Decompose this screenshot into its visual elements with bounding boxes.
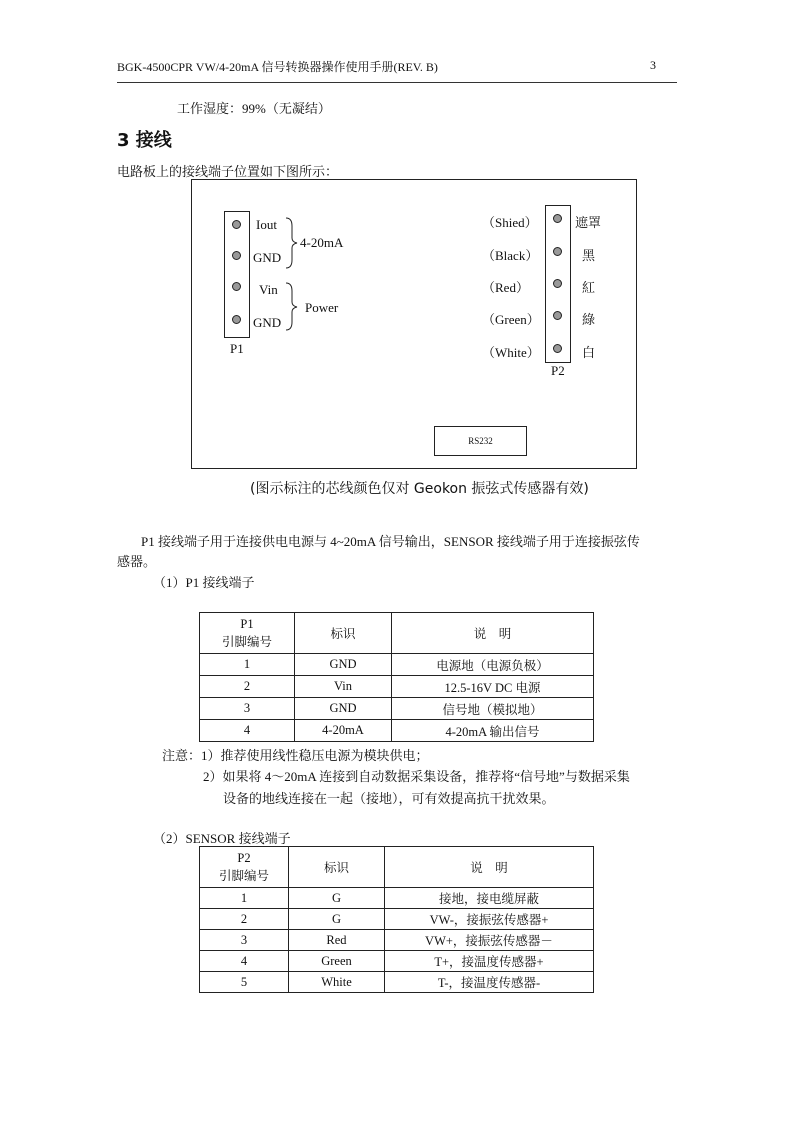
p2-left-label-5: （White） bbox=[482, 345, 540, 360]
p1-name: P1 bbox=[230, 341, 244, 356]
p2-left-label-2: （Black） bbox=[482, 248, 539, 263]
paragraph-line-2: 感器。 bbox=[117, 554, 157, 569]
note-1: 1）推荐使用线性稳压电源为模块供电； bbox=[201, 748, 429, 763]
note-2-line-2: 设备的地线连接在一起（接地），可有效提高抗干扰效果。 bbox=[223, 791, 555, 806]
p1-pin-label-1: Iout bbox=[256, 217, 277, 232]
table-row bbox=[200, 909, 594, 930]
notes-label: 注意： bbox=[162, 748, 202, 763]
cell-pin: 4 bbox=[200, 720, 295, 742]
table-header-desc: 说 明 bbox=[385, 847, 594, 888]
cell-label: Vin bbox=[295, 676, 392, 698]
cell-desc: 电源地（电源负极） bbox=[392, 654, 594, 676]
p2-right-label-3: 紅 bbox=[582, 280, 596, 295]
cell-desc: VW-，接振弦传感器+ bbox=[385, 909, 594, 930]
subsection-2-title: （2）SENSOR 接线端子 bbox=[153, 831, 291, 846]
p2-left-label-3: （Red） bbox=[482, 280, 529, 295]
p2-pin-1 bbox=[553, 214, 562, 223]
table-row bbox=[200, 676, 594, 698]
page-number: 3 bbox=[650, 58, 656, 72]
humidity-line: 工作湿度：99%（无凝结） bbox=[177, 101, 331, 116]
cell-label: GND bbox=[295, 654, 392, 676]
p2-pin-3 bbox=[553, 279, 562, 288]
header-pin-number: 引脚编号 bbox=[221, 635, 272, 649]
cell-desc: 信号地（模拟地） bbox=[392, 698, 594, 720]
header-title: BGK-4500CPR VW/4-20mA 信号转换器操作使用手册(REV. B) bbox=[117, 60, 438, 74]
table-row bbox=[200, 972, 594, 993]
cell-label: Red bbox=[289, 930, 385, 951]
p2-right-label-5: 白 bbox=[582, 345, 596, 360]
cell-label: 4-20mA bbox=[295, 720, 392, 742]
table-row bbox=[200, 930, 594, 951]
p1-braces bbox=[284, 216, 304, 331]
p1-pin-label-4: GND bbox=[253, 315, 282, 330]
cell-pin: 2 bbox=[200, 676, 295, 698]
p1-group-label-4-20ma: 4-20mA bbox=[300, 235, 344, 250]
cell-desc: 4-20mA 输出信号 bbox=[392, 720, 594, 742]
table-header-label: 标识 bbox=[295, 613, 392, 654]
p2-right-label-1: 遮罩 bbox=[575, 215, 602, 230]
table-row bbox=[200, 720, 594, 742]
p1-pin-2 bbox=[232, 251, 241, 260]
table-row bbox=[200, 698, 594, 720]
sensor-pin-table bbox=[199, 846, 594, 993]
section-title: 3 接线 bbox=[117, 130, 172, 151]
cell-label: G bbox=[289, 888, 385, 909]
header-p1: P1 bbox=[240, 617, 254, 631]
table-header-label: 标识 bbox=[289, 847, 385, 888]
table-header-row bbox=[200, 613, 594, 654]
cell-pin: 1 bbox=[200, 654, 295, 676]
cell-desc: T+，接温度传感器+ bbox=[385, 951, 594, 972]
cell-label: White bbox=[289, 972, 385, 993]
table-header-row bbox=[200, 847, 594, 888]
p2-right-label-4: 綠 bbox=[582, 312, 596, 327]
header-pin-number: 引脚编号 bbox=[218, 869, 269, 883]
cell-pin: 4 bbox=[200, 951, 289, 972]
table-row bbox=[200, 951, 594, 972]
p2-pin-4 bbox=[553, 311, 562, 320]
p1-pin-4 bbox=[232, 315, 241, 324]
p2-left-label-4: （Green） bbox=[482, 312, 540, 327]
cell-pin: 3 bbox=[200, 698, 295, 720]
p2-pin-2 bbox=[553, 247, 562, 256]
note-2-line-1: 2）如果将 4～20mA 连接到自动数据采集设备，推荐将“信号地”与数据采集 bbox=[203, 769, 630, 784]
cell-desc: VW+，接振弦传感器－ bbox=[385, 930, 594, 951]
p1-pin-3 bbox=[232, 282, 241, 291]
subsection-1-title: （1）P1 接线端子 bbox=[153, 575, 255, 590]
p1-pin-1 bbox=[232, 220, 241, 229]
cell-pin: 1 bbox=[200, 888, 289, 909]
cell-label: Green bbox=[289, 951, 385, 972]
p1-pin-label-3: Vin bbox=[259, 282, 278, 297]
cell-desc: 接地，接电缆屏蔽 bbox=[385, 888, 594, 909]
cell-pin: 5 bbox=[200, 972, 289, 993]
cell-label: GND bbox=[295, 698, 392, 720]
cell-label: G bbox=[289, 909, 385, 930]
header-p2: P2 bbox=[237, 851, 251, 865]
p1-pin-label-2: GND bbox=[253, 250, 282, 265]
section-intro: 电路板上的接线端子位置如下图所示： bbox=[117, 164, 339, 179]
cell-pin: 2 bbox=[200, 909, 289, 930]
table-header-desc: 说 明 bbox=[392, 613, 594, 654]
table-header-pin bbox=[200, 613, 295, 654]
cell-pin: 3 bbox=[200, 930, 289, 951]
p1-pin-table bbox=[199, 612, 594, 742]
header-rule bbox=[117, 82, 677, 83]
p2-name: P2 bbox=[551, 363, 565, 378]
cell-desc: T-，接温度传感器- bbox=[385, 972, 594, 993]
cell-desc: 12.5-16V DC 电源 bbox=[392, 676, 594, 698]
table-row bbox=[200, 888, 594, 909]
p2-right-label-2: 黑 bbox=[582, 248, 596, 263]
paragraph-line-1: P1 接线端子用于连接供电电源与 4~20mA 信号输出，SENSOR 接线端子用于连接振弦传 bbox=[141, 534, 640, 549]
p1-group-label-power: Power bbox=[305, 300, 339, 315]
table-row bbox=[200, 654, 594, 676]
p2-pin-5 bbox=[553, 344, 562, 353]
diagram-caption: (图示标注的芯线颜色仅对 Geokon 振弦式传感器有效) bbox=[250, 481, 589, 497]
p2-left-label-1: （Shied） bbox=[482, 215, 538, 230]
rs232-port: RS232 bbox=[434, 426, 527, 456]
table-header-pin bbox=[200, 847, 289, 888]
